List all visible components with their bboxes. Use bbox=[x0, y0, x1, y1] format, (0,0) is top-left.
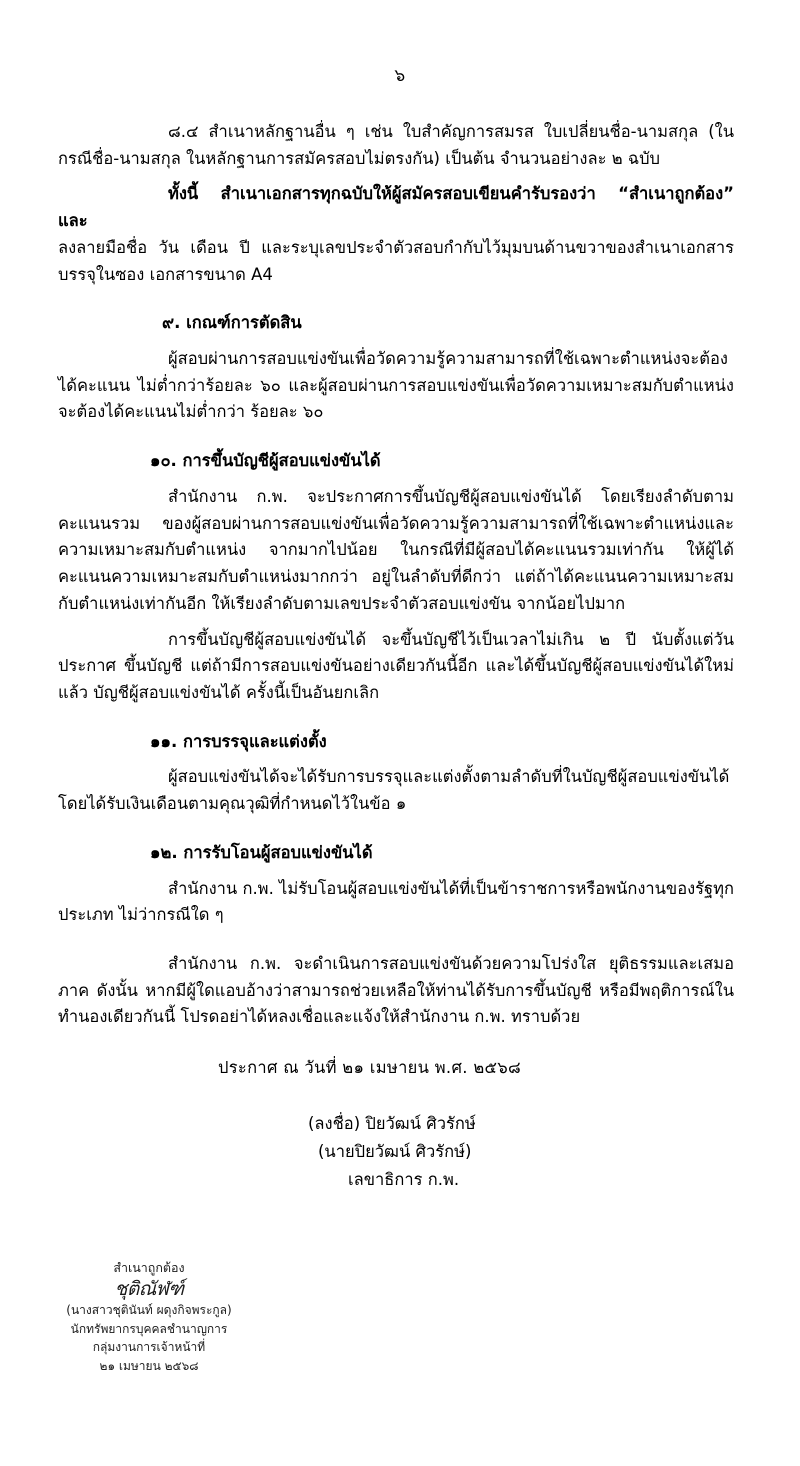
stamp-signature: ชุติณัฬฑ์ bbox=[114, 1278, 184, 1301]
stamp-date: ๒๑ เมษายน ๒๕๖๘ bbox=[99, 1359, 199, 1374]
heading-10: ๑๐. การขึ้นบัญชีผู้สอบแข่งขันได้ bbox=[150, 451, 381, 471]
heading-12: ๑๒. การรับโอนผู้สอบแข่งขันได้ bbox=[150, 842, 373, 862]
paragraph-10-1: สำนักงาน ก.พ. จะประกาศการขึ้นบัญชีผู้สอบแข่งขันได้ โดยเรียงลำดับตามคะแนนรวม ของผู้สอบผ่านการสอบแข่งขันเพื่อวัดความรู้ความสามารถที่ใช้เฉพาะตำแหน่งและความเหมาะสมกับตำแหน่ง จากมากไปน้อย ในกรณีที่มีผู้สอบได้คะแนนรวมเท่ากัน ให้ผู้ได้คะแนนความเหมาะสมกับตำแหน่งมากกว่า อยู่ในลำดับที่ดีกว่า แต่ถ้าได้คะแนนความเหมาะสมกับตำแหน่งเท่ากันอีก ให้เรียงลำดับตามเลขประจำตัวสอบแข่งขัน จากน้อยไปมาก bbox=[58, 486, 734, 613]
signature-block bbox=[58, 1110, 734, 1194]
stamp-header: สำเนาถูกต้อง bbox=[113, 1260, 185, 1275]
paragraph-certify-lead: ทั้งนี้ สำเนาเอกสารทุกฉบับให้ผู้สมัครสอบเขียนคำรับรองว่า “สำเนาถูกต้อง” และ bbox=[58, 184, 734, 231]
paragraph-10-2: การขึ้นบัญชีผู้สอบแข่งขันได้ จะขึ้นบัญชีไว้เป็นเวลาไม่เกิน ๒ ปี นับตั้งแต่วันประกาศ ขึ้นบัญชี แต่ถ้ามีการสอบแข่งขันอย่างเดียวกันนี้อีก และได้ขึ้นบัญชีผู้สอบแข่งขันได้ใหม่แล้ว บัญชีผู้สอบแข่งขันได้ ครั้งนี้เป็นอันยกเลิก bbox=[58, 629, 734, 702]
signature-name-line: (นายปิยวัฒน์ ศิวรักษ์) bbox=[318, 1141, 472, 1161]
paragraph-12: สำนักงาน ก.พ. ไม่รับโอนผู้สอบแข่งขันได้ที่เป็นข้าราชการหรือพนักงานของรัฐทุกประเภท ไม่ว่ากรณีใด ๆ bbox=[58, 878, 735, 925]
certified-true-copy-stamp bbox=[34, 1258, 264, 1376]
heading-9: ๙. เกณฑ์การตัดสิน bbox=[162, 313, 302, 333]
signature-position-line: เลขาธิการ ก.พ. bbox=[348, 1169, 460, 1189]
document-body bbox=[58, 119, 734, 1194]
paragraph-8-4: ๘.๔ สำเนาหลักฐานอื่น ๆ เช่น ใบสำคัญการสมรส ใบเปลี่ยนชื่อ-นามสกุล (ในกรณีชื่อ-นามสกุล ในหลักฐานการสมัครสอบไม่ตรงกัน) เป็นต้น จำนวนอย่างละ ๒ ฉบับ bbox=[58, 122, 734, 168]
heading-11: ๑๑. การบรรจุและแต่งตั้ง bbox=[150, 731, 327, 751]
stamp-position-1: นักทรัพยากรบุคคลชำนาญการ bbox=[70, 1321, 228, 1336]
announcement-date: ประกาศ ณ วันที่ ๒๑ เมษายน พ.ศ. ๒๕๖๘ bbox=[218, 1058, 522, 1078]
paragraph-closing: สำนักงาน ก.พ. จะดำเนินการสอบแข่งขันด้วยความโปร่งใส ยุติธรรมและเสมอภาค ดังนั้น หากมีผู้ใดแอบอ้างว่าสามารถช่วยเหลือให้ท่านได้รับการขึ้นบัญชี หรือมีพฤติการณ์ในทำนองเดียวกันนี้ โปรดอย่าได้หลงเชื่อและแจ้งให้สำนักงาน ก.พ. ทราบด้วย bbox=[58, 953, 734, 1027]
paragraph-9: ผู้สอบผ่านการสอบแข่งขันเพื่อวัดความรู้ความสามารถที่ใช้เฉพาะตำแหน่งจะต้องได้คะแนน ไม่ต่ำกว่าร้อยละ ๖๐ และผู้สอบผ่านการสอบแข่งขันเพื่อวัดความเหมาะสมกับตำแหน่งจะต้องได้คะแนนไม่ต่ำกว่า ร้อยละ ๖๐ bbox=[58, 349, 734, 422]
stamp-position-2: กลุ่มงานการเจ้าหน้าที่ bbox=[92, 1340, 206, 1355]
paragraph-11: ผู้สอบแข่งขันได้จะได้รับการบรรจุและแต่งตั้งตามลำดับที่ในบัญชีผู้สอบแข่งขันได้ โดยได้รับเงินเดือนตามคุณวุฒิที่กำหนดไว้ในข้อ ๑ bbox=[58, 767, 730, 814]
paragraph-certify-rest: ลงลายมือชื่อ วัน เดือน ปี และระบุเลขประจำตัวสอบกำกับไว้มุมบนด้านขวาของสำเนาเอกสาร บรรจุในซอง เอกสารขนาด A4 bbox=[58, 237, 734, 284]
stamp-name: (นางสาวชุตินันท์ ผดุงกิจพระกูล) bbox=[66, 1303, 232, 1318]
page-number: ๖ bbox=[394, 66, 406, 86]
paragraph-certify bbox=[58, 181, 734, 234]
signature-signed-line: (ลงชื่อ) ปิยวัฒน์ ศิวรักษ์ bbox=[308, 1113, 476, 1133]
